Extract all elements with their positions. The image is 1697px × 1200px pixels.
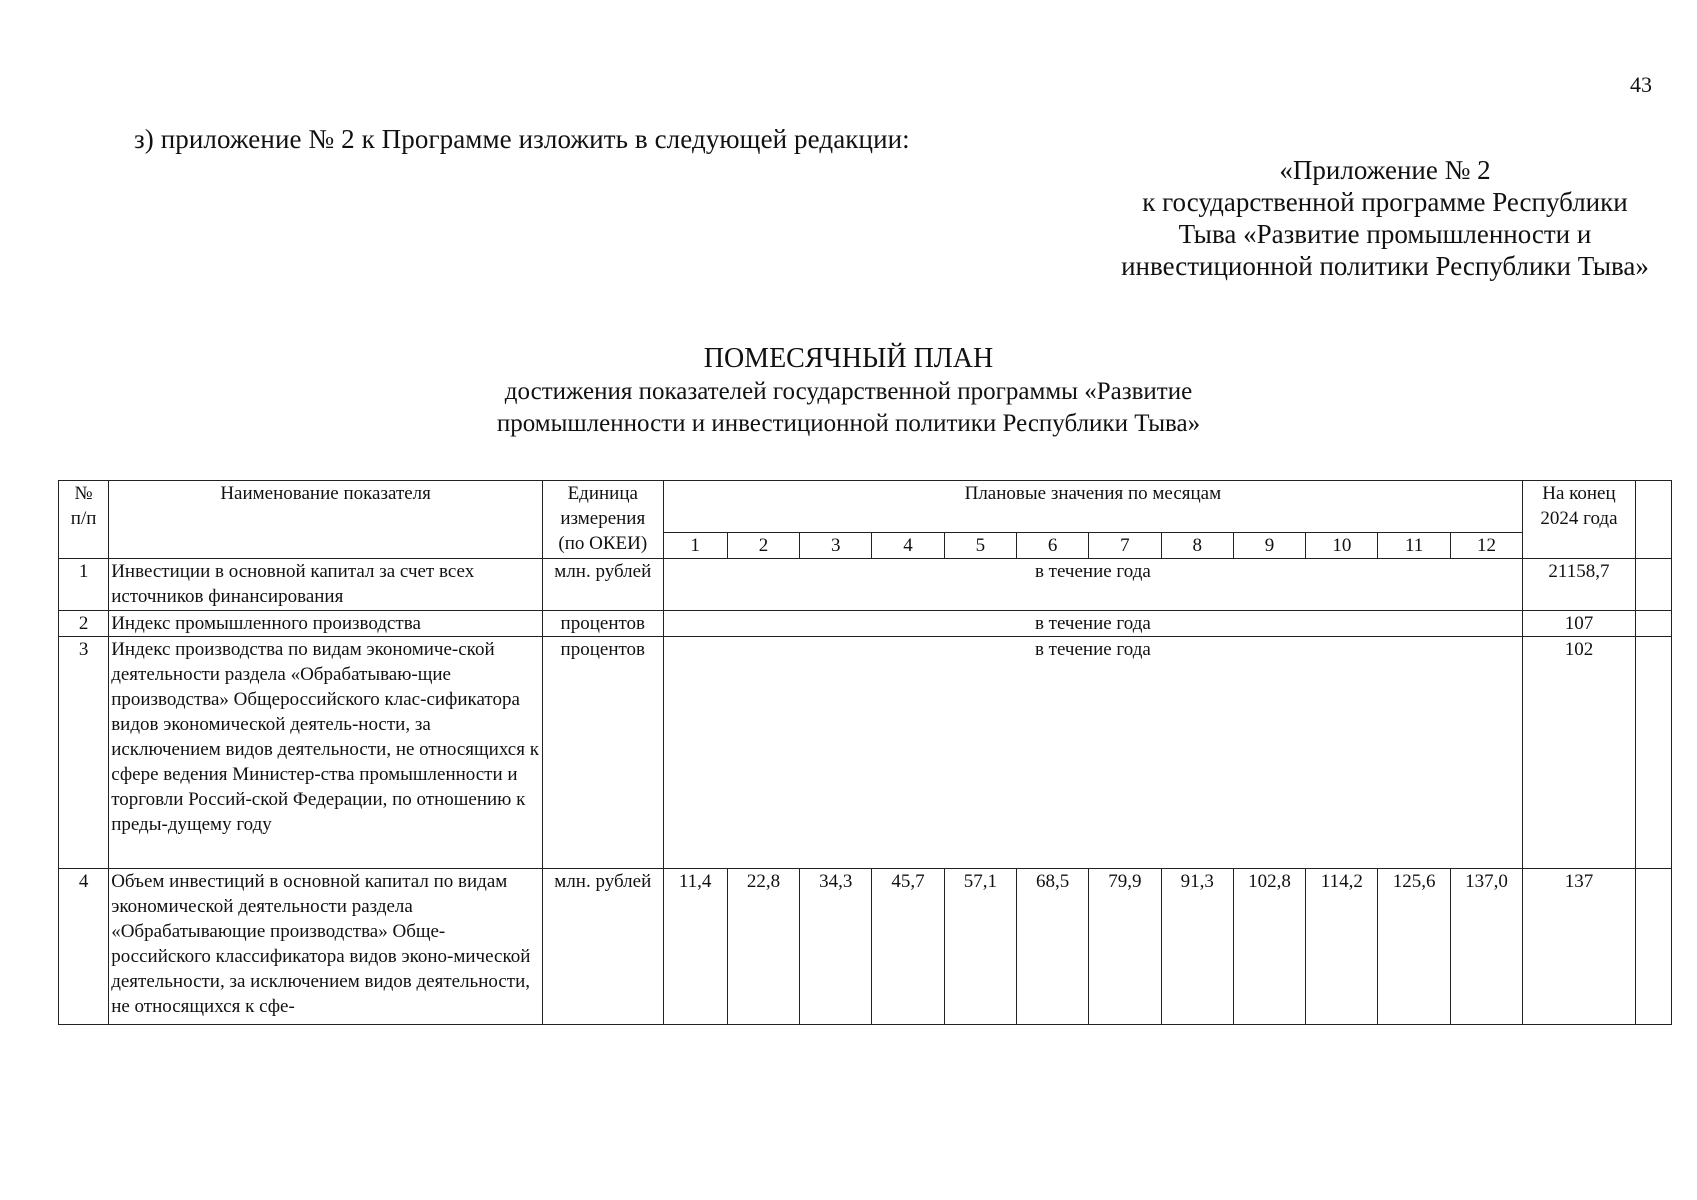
appendix-line: инвестиционной политики Республики Тыва» <box>1121 251 1649 281</box>
page-number: 43 <box>1630 72 1652 97</box>
document-subtitle: достижения показателей государственной программы «Развитие <box>504 378 1193 405</box>
month-value: 114,2 <box>1306 869 1378 1025</box>
appendix-line: «Приложение № 2 <box>1279 155 1491 185</box>
month-value: 91,3 <box>1161 869 1233 1025</box>
table-row <box>59 869 1672 1025</box>
appendix-line: Тыва «Развитие промышленности и <box>1178 219 1592 249</box>
unit-cell: млн. рублей <box>543 559 664 611</box>
indicator-name: Индекс промышленного производства <box>109 611 543 637</box>
header-num-line: № <box>74 483 93 504</box>
row-num: 2 <box>59 611 109 637</box>
during-year-note: в течение года <box>663 611 1523 637</box>
header-end-line: 2024 года <box>1540 508 1618 529</box>
table-row <box>59 559 1672 611</box>
unit-cell: млн. рублей <box>543 869 664 1025</box>
table-row <box>59 611 1672 637</box>
end-of-year-value: 107 <box>1523 611 1635 637</box>
indicator-name: Индекс производства по видам экономиче-ской деятельности раздела «Обрабатываю-щие производства» Общероссийского клас-сификатора видов экономической деятель-ности, за исключением видов деятельности, не относящихся к сфере ведения Министер-ства промышленности и торговли Россий-ской Федерации, по отношению к преды-дущему году <box>109 637 543 869</box>
month-header: 9 <box>1233 533 1305 559</box>
row-num: 3 <box>59 637 109 869</box>
end-of-year-value: 21158,7 <box>1523 559 1635 611</box>
indicator-name: Инвестиции в основной капитал за счет всех источников финансирования <box>109 559 543 611</box>
header-monthly: Плановые значения по месяцам <box>663 481 1523 533</box>
end-of-year-value: 102 <box>1523 637 1635 869</box>
header-unit-line: измерения <box>560 508 646 529</box>
table-header-row <box>59 481 1672 533</box>
header-unit-line: (по ОКЕИ) <box>558 533 648 554</box>
month-value: 11,4 <box>663 869 727 1025</box>
blank-column-cell <box>1635 559 1671 611</box>
appendix-header <box>1085 154 1685 282</box>
month-header: 2 <box>727 533 799 559</box>
unit-cell: процентов <box>543 611 664 637</box>
header-unit <box>543 481 664 559</box>
blank-column-cell <box>1635 481 1671 559</box>
title-block <box>0 342 1697 440</box>
month-header: 5 <box>944 533 1016 559</box>
month-value: 79,9 <box>1089 869 1161 1025</box>
indicator-name: Объем инвестиций в основной капитал по видам экономической деятельности раздела «Обрабатывающие производства» Обще-российского классификатора видов эконо-мической деятельности, за исключением видов деятельности, не относящихся к сфе- <box>109 869 543 1025</box>
month-header: 11 <box>1378 533 1450 559</box>
month-value: 45,7 <box>872 869 944 1025</box>
blank-column-cell <box>1635 637 1671 869</box>
month-value: 22,8 <box>727 869 799 1025</box>
table-row <box>59 637 1672 869</box>
blank-column-cell <box>1635 869 1671 1025</box>
month-header: 8 <box>1161 533 1233 559</box>
month-value: 68,5 <box>1016 869 1088 1025</box>
blank-column-cell <box>1635 611 1671 637</box>
month-header: 12 <box>1450 533 1522 559</box>
month-header: 1 <box>663 533 727 559</box>
appendix-line: к государственной программе Республики <box>1142 187 1628 217</box>
document-title: ПОМЕСЯЧНЫЙ ПЛАН <box>703 343 994 374</box>
instruction-text: з) приложение № 2 к Программе изложить в следующей редакции: <box>134 124 910 154</box>
month-value: 137,0 <box>1450 869 1522 1025</box>
month-header: 3 <box>800 533 872 559</box>
end-of-year-value: 137 <box>1523 869 1635 1025</box>
month-value: 102,8 <box>1233 869 1305 1025</box>
month-header: 7 <box>1089 533 1161 559</box>
monthly-plan-table <box>58 480 1672 1025</box>
header-end-line: На конец <box>1542 483 1616 504</box>
month-header: 10 <box>1306 533 1378 559</box>
during-year-note: в течение года <box>663 559 1523 611</box>
month-value: 34,3 <box>800 869 872 1025</box>
month-value: 125,6 <box>1378 869 1450 1025</box>
header-name: Наименование показателя <box>109 481 543 559</box>
header-num <box>59 481 109 559</box>
header-num-line: п/п <box>70 508 97 529</box>
month-value: 57,1 <box>944 869 1016 1025</box>
month-header: 6 <box>1016 533 1088 559</box>
during-year-note: в течение года <box>663 637 1523 869</box>
unit-cell: процентов <box>543 637 664 869</box>
month-header: 4 <box>872 533 944 559</box>
row-num: 1 <box>59 559 109 611</box>
header-unit-line: Единица <box>567 483 638 504</box>
row-num: 4 <box>59 869 109 1025</box>
header-end-of-year <box>1523 481 1635 559</box>
document-subtitle: промышленности и инвестиционной политики Республики Тыва» <box>496 410 1201 437</box>
